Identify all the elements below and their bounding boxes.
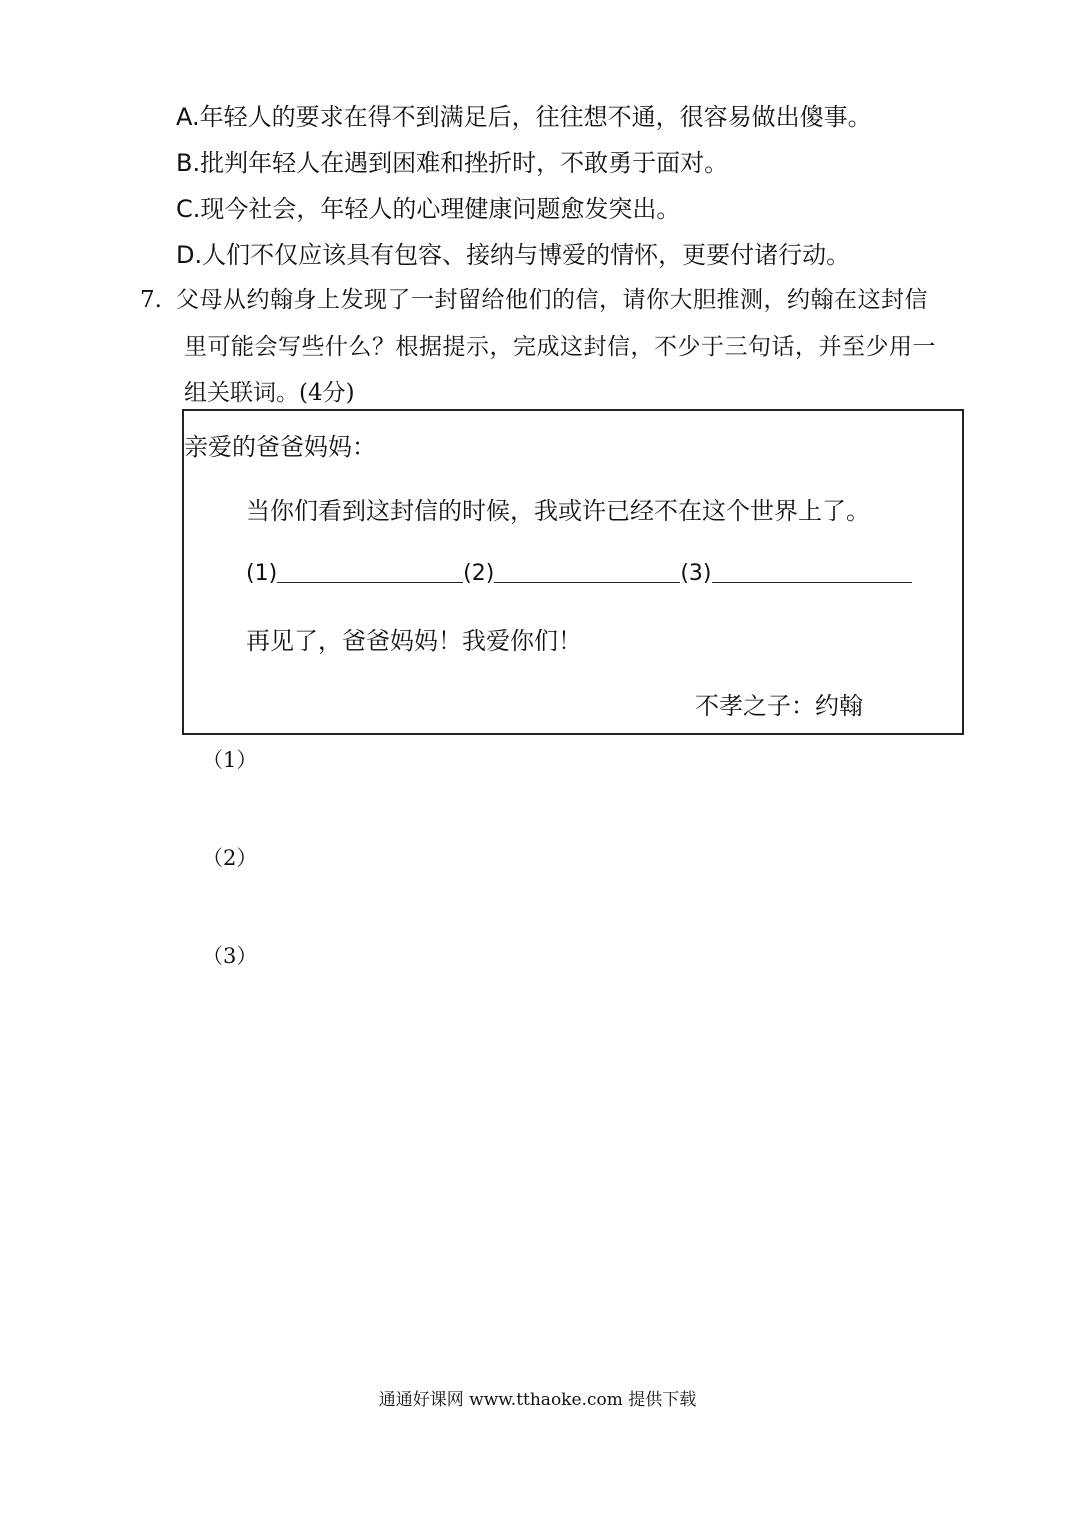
question-line-1: 父母从约翰身上发现了一封留给他们的信，请你大胆推测，约翰在这封信 <box>176 287 928 313</box>
letter-closing: 再见了，爸爸妈妈！我爱你们！ <box>246 627 582 655</box>
question-line-2: 里可能会写些什么？根据提示，完成这封信，不少于三句话，并至少用一 <box>184 334 936 360</box>
answer-label-3: （3） <box>202 944 258 968</box>
letter-box <box>182 409 964 735</box>
blank-line-2[interactable] <box>494 581 680 583</box>
question-number: 7. <box>140 287 162 313</box>
letter-blanks <box>246 563 912 585</box>
letter-greeting: 亲爱的爸爸妈妈： <box>184 433 376 461</box>
option-a: A.年轻人的要求在得不到满足后，往往想不通，很容易做出傻事。 <box>176 103 872 131</box>
blank-label-3: (3) <box>680 561 712 586</box>
answer-label-2: （2） <box>202 846 258 870</box>
option-b: B.批判年轻人在遇到困难和挫折时，不敢勇于面对。 <box>176 149 729 177</box>
letter-signature: 不孝之子：约翰 <box>695 692 863 720</box>
blank-label-2: (2) <box>463 561 495 586</box>
blank-line-1[interactable] <box>277 581 463 583</box>
option-c: C.现今社会，年轻人的心理健康问题愈发突出。 <box>176 195 681 223</box>
question-line-3: 组关联词。(4分) <box>184 380 355 406</box>
blank-line-3[interactable] <box>712 581 912 583</box>
letter-opening: 当你们看到这封信的时候，我或许已经不在这个世界上了。 <box>246 497 870 525</box>
option-d: D.人们不仅应该具有包容、接纳与博爱的情怀，更要付诸行动。 <box>176 241 851 269</box>
page-footer: 通通好课网 www.tthaoke.com 提供下载 <box>378 1390 697 1410</box>
blank-label-1: (1) <box>246 561 278 586</box>
answer-label-1: （1） <box>202 748 258 772</box>
